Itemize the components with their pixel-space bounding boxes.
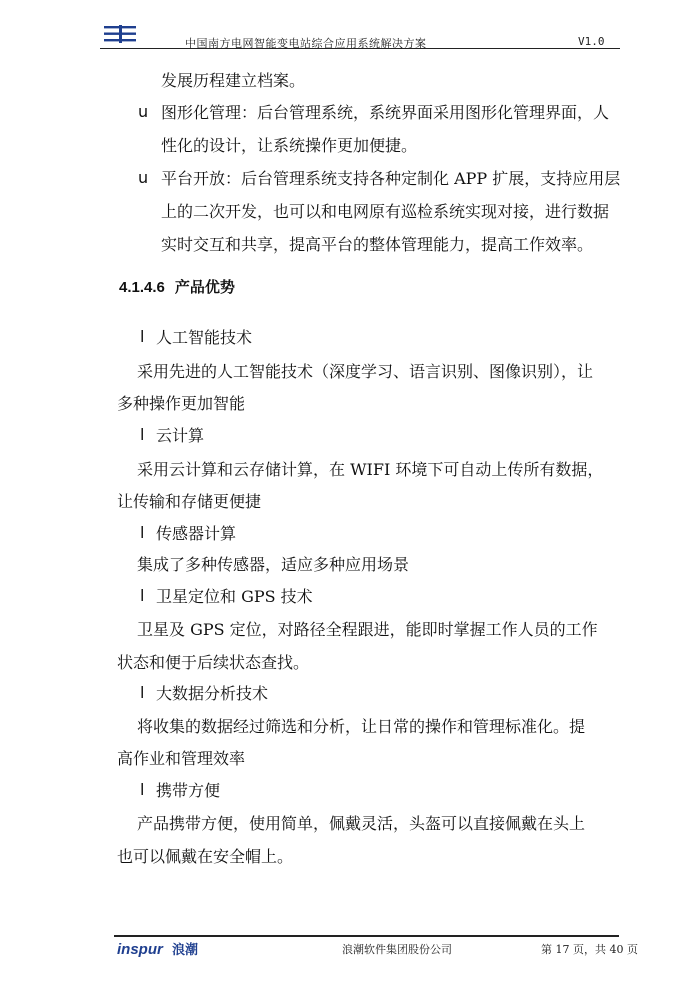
l-bullet: l — [140, 425, 145, 444]
u-item-line: 图形化管理：后台管理系统，系统界面采用图形化管理界面，人 — [161, 103, 610, 122]
feature-desc: 也可以佩戴在安全帽上。 — [117, 847, 294, 866]
feature-desc: 多种操作更加智能 — [117, 394, 246, 413]
feature-title: 云计算 — [156, 426, 205, 445]
footer-company: 浪潮软件集团股份公司 — [342, 943, 452, 956]
feature-title: 人工智能技术 — [156, 328, 253, 347]
section-number: 4.1.4.6 — [119, 279, 165, 296]
feature-title: 大数据分析技术 — [156, 684, 269, 703]
header-title: 中国南方电网智能变电站综合应用系统解决方案 — [185, 37, 427, 50]
l-bullet: l — [140, 327, 145, 346]
feature-desc: 采用云计算和云存储计算，在 WIFI 环境下可自动上传所有数据， — [137, 460, 604, 479]
feature-desc: 让传输和存储更便捷 — [117, 492, 262, 511]
u-item-line: 上的二次开发，也可以和电网原有巡检系统实现对接，进行数据 — [161, 202, 610, 221]
section-heading — [119, 276, 235, 297]
section-title: 产品优势 — [174, 279, 235, 296]
feature-title: 携带方便 — [156, 781, 221, 800]
footer-rule — [114, 935, 619, 937]
feature-desc: 卫星及 GPS 定位，对路径全程跟进，能即时掌握工作人员的工作 — [137, 620, 598, 639]
l-bullet: l — [140, 780, 145, 799]
feature-desc: 产品携带方便，使用简单，佩戴灵活，头盔可以直接佩戴在头上 — [137, 814, 586, 833]
intro-line: 发展历程建立档案。 — [161, 71, 306, 90]
inspur-logo-icon — [117, 940, 212, 958]
footer-page-number: 第 17 页，共 40 页 — [541, 943, 638, 956]
feature-title: 传感器计算 — [156, 524, 237, 543]
u-bullet: u — [138, 102, 149, 121]
u-item-line: 平台开放：后台管理系统支持各种定制化 APP 扩展，支持应用层 — [161, 169, 621, 188]
header-version: V1.0 — [578, 35, 605, 48]
feature-title: 卫星定位和 GPS 技术 — [156, 587, 313, 606]
u-item-line: 性化的设计，让系统操作更加便捷。 — [161, 136, 418, 155]
u-item-line: 实时交互和共享，提高平台的整体管理能力，提高工作效率。 — [161, 235, 594, 254]
u-bullet: u — [138, 168, 149, 187]
l-bullet: l — [140, 683, 145, 702]
svg-text:浪潮: 浪潮 — [172, 943, 199, 958]
svg-text:inspur: inspur — [117, 941, 163, 958]
l-bullet: l — [140, 523, 145, 542]
l-bullet: l — [140, 586, 145, 605]
feature-desc: 状态和便于后续状态查找。 — [117, 653, 310, 672]
feature-desc: 将收集的数据经过筛选和分析，让日常的操作和管理标准化。提 — [137, 717, 586, 736]
feature-desc: 采用先进的人工智能技术（深度学习、语言识别、图像识别），让 — [137, 362, 594, 381]
feature-desc: 集成了多种传感器，适应多种应用场景 — [137, 555, 410, 574]
feature-desc: 高作业和管理效率 — [117, 749, 246, 768]
